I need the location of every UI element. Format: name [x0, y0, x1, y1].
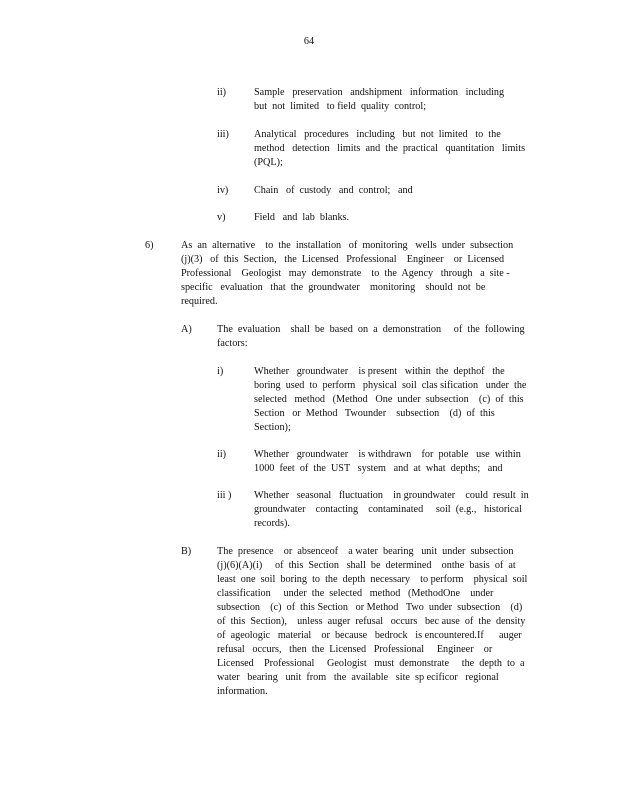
text-line: water bearing unit from the available site sp ecificor regional: [217, 672, 499, 683]
text-line: required.: [181, 296, 218, 307]
text-line: selected method (Method One under subsection (c) of this: [254, 394, 524, 405]
text-line: Licensed Professional Geologist must demonstrate the depth to a: [217, 658, 525, 669]
item-text-groundwater-present: [254, 365, 544, 435]
text-line: subsection (c) of this Section or Method Two under subsection (d): [217, 602, 523, 613]
text-line: (PQL);: [254, 157, 283, 168]
text-line: classification under the selected method (MethodOne under: [217, 588, 494, 599]
item-text-chain-of-custody: [254, 184, 454, 198]
text-line: Sample preservation andshipment information including: [254, 87, 505, 98]
text-line: specific evaluation that the groundwater monitoring should not be: [181, 282, 486, 293]
item-label-A: A): [181, 324, 192, 335]
item-text-sample-preservation: [254, 86, 526, 114]
item-label-iii: iii): [217, 129, 229, 140]
text-line: (j)(6)(A)(i) of this Section shall be determined onthe basis of at: [217, 560, 516, 571]
text-line: but not limited to field quality control;: [254, 101, 427, 112]
item-label-ii: ii): [217, 87, 227, 98]
text-line: Analytical procedures including but not limited to the: [254, 129, 501, 140]
text-line: Section);: [254, 422, 291, 433]
text-line: least one soil boring to the depth necessary to perform physical soil: [217, 574, 528, 585]
text-line: (j)(3) of this Section, the Licensed Professional Engineer or Licensed: [181, 254, 505, 265]
page-number: 64: [303, 36, 315, 47]
item-text-seasonal-fluctuation: [254, 489, 544, 531]
text-line: information.: [217, 686, 268, 697]
text-line: of this Section), unless auger refusal occurs bec ause of the density: [217, 616, 526, 627]
item-text-water-bearing-unit: [217, 545, 544, 699]
item-label-iv: iv): [217, 185, 229, 196]
text-line: boring used to perform physical soil clas sification under the: [254, 380, 527, 391]
text-line: of ageologic material or because bedrock is encountered.If auger: [217, 630, 522, 641]
text-line: Whether groundwater is withdrawn for potable use within: [254, 449, 521, 460]
text-line: The evaluation shall be based on a demonstration of the following: [217, 324, 525, 335]
text-line: Professional Geologist may demonstrate to the Agency through a site -: [181, 268, 510, 279]
item-label-iii-2: iii ): [217, 490, 232, 501]
item-text-groundwater-withdrawn: [254, 448, 544, 476]
item-label-B: B): [181, 546, 192, 557]
text-line: The presence or absenceof a water bearing unit under subsection: [217, 546, 514, 557]
text-line: factors:: [217, 338, 248, 349]
text-line: 1000 feet of the UST system and at what depths; and: [254, 463, 503, 474]
text-line: method detection limits and the practical quantitation limits: [254, 143, 526, 154]
item-text-analytical-procedures: [254, 128, 544, 170]
text-line: groundwater contacting contaminated soil (e.g., historical: [254, 504, 522, 515]
text-line: Chain of custody and control; and: [254, 185, 413, 196]
item-text-alternative-installation: [181, 239, 527, 309]
text-line: records).: [254, 518, 290, 529]
text-line: Whether groundwater is present within the depthof the: [254, 366, 505, 377]
item-label-ii-2: ii): [217, 449, 227, 460]
item-text-field-lab-blanks: [254, 211, 394, 225]
text-line: Whether seasonal fluctuation in groundwater could result in: [254, 490, 529, 501]
text-line: Field and lab blanks.: [254, 212, 350, 223]
item-label-v: v): [217, 212, 226, 223]
text-line: refusal occurs, then the Licensed Professional Engineer or: [217, 644, 493, 655]
item-text-evaluation-basis: [217, 323, 533, 351]
item-label-i: i): [217, 366, 224, 377]
text-line: Section or Method Twounder subsection (d) of this: [254, 408, 495, 419]
item-label-6: 6): [145, 240, 154, 251]
text-line: As an alternative to the installation of monitoring wells under subsection: [181, 240, 514, 251]
